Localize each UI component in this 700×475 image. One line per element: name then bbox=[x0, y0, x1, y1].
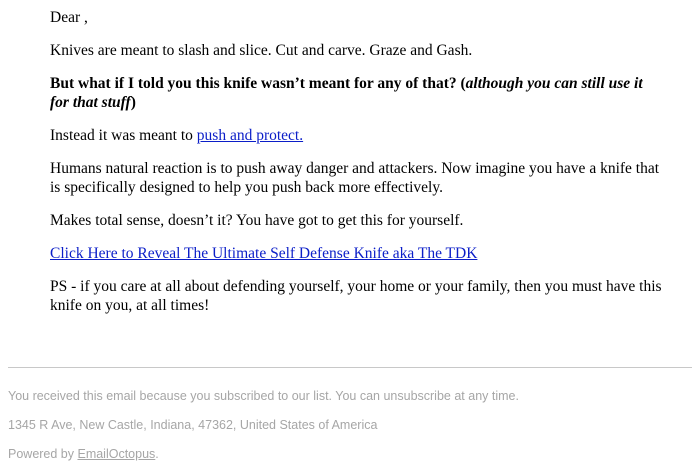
purpose-text: Instead it was meant to bbox=[50, 127, 197, 144]
question-text: But what if I told you this knife wasn’t meant for any of that? ( bbox=[50, 75, 466, 92]
powered-by-suffix: . bbox=[155, 447, 159, 461]
paragraph-knives: Knives are meant to slash and slice. Cut and carve. Graze and Gash. bbox=[50, 42, 473, 59]
paragraph-reaction: Humans natural reaction is to push away danger and attackers. Now imagine you have a knife that is specifically designed to help you push back more effectively. bbox=[50, 160, 660, 196]
email-footer bbox=[8, 388, 692, 475]
paragraph-ps: PS - if you care at all about defending yourself, your home or your family, then you must have this knife on you, at all times! bbox=[50, 278, 662, 314]
paragraph-question bbox=[50, 74, 665, 112]
emailoctopus-link[interactable]: EmailOctopus bbox=[77, 447, 156, 461]
paragraph-sense: Makes total sense, doesn’t it? You have got to get this for yourself. bbox=[50, 212, 464, 229]
push-and-protect-link[interactable]: push and protect. bbox=[196, 127, 304, 144]
paragraph-purpose bbox=[50, 126, 665, 145]
powered-by-text: Powered by bbox=[8, 447, 78, 461]
sender-address: 1345 R Ave, New Castle, Indiana, 47362, United States of America bbox=[8, 418, 378, 432]
reveal-knife-link[interactable]: Click Here to Reveal The Ultimate Self Defense Knife aka The TDK bbox=[50, 245, 478, 262]
footer-divider bbox=[8, 367, 692, 368]
question-close: ) bbox=[130, 94, 136, 111]
powered-by bbox=[8, 446, 692, 462]
greeting: Dear , bbox=[50, 9, 88, 26]
email-body bbox=[50, 8, 665, 329]
question-aside: although you can still use it for that stuff bbox=[50, 75, 643, 111]
paragraph-cta bbox=[50, 244, 665, 263]
subscription-notice: You received this email because you subscribed to our list. You can unsubscribe at any time. bbox=[8, 389, 519, 403]
